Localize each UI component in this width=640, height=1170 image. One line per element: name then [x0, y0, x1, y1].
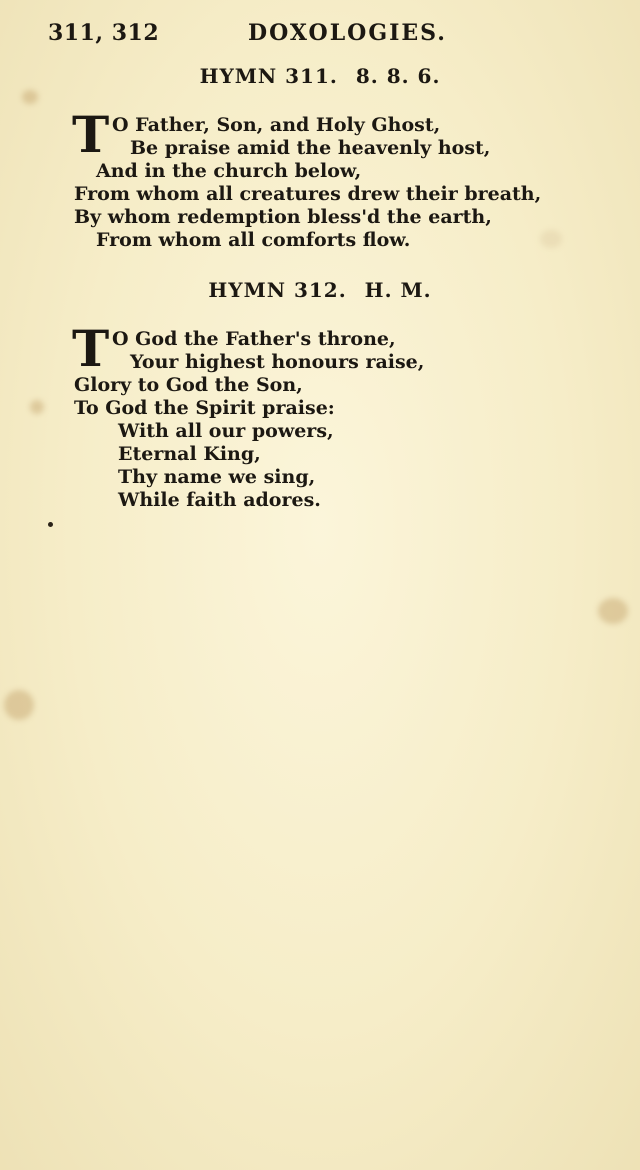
- drop-cap: T: [72, 319, 110, 378]
- hymn-verse: [72, 105, 542, 252]
- verse-line: O God the Father's throne,: [112, 328, 396, 350]
- verse-line: Your highest honours raise,: [130, 351, 425, 373]
- hymn-heading: [0, 64, 640, 88]
- running-title: DOXOLOGIES.: [248, 20, 447, 46]
- ink-speck: [48, 522, 53, 527]
- verse-line: By whom redemption bless'd the earth,: [74, 206, 492, 228]
- page-header: [0, 18, 640, 52]
- page-numbers: 311, 312: [48, 20, 160, 46]
- verse-line: From whom all creatures drew their breath,: [74, 183, 542, 205]
- verse-line: O Father, Son, and Holy Ghost,: [112, 114, 441, 136]
- verse-line: Glory to God the Son,: [74, 374, 303, 396]
- verse-line: While faith adores.: [118, 489, 321, 511]
- hymn-number: HYMN 312.: [208, 278, 347, 302]
- paper-stain: [598, 598, 628, 624]
- verse-line: Eternal King,: [118, 443, 261, 465]
- verse-line: Be praise amid the heavenly host,: [130, 137, 491, 159]
- verse-line: Thy name we sing,: [118, 466, 316, 488]
- paper-stain: [540, 230, 562, 248]
- hymn-meter: H. M.: [364, 278, 432, 302]
- paper-stain: [4, 690, 34, 720]
- verse-line: With all our powers,: [118, 420, 334, 442]
- verse-line: And in the church below,: [96, 160, 362, 182]
- hymn-number: HYMN 311.: [199, 64, 338, 88]
- paper-stain: [30, 400, 44, 414]
- verse-line: To God the Spirit praise:: [74, 397, 335, 419]
- hymn-heading: [0, 278, 640, 302]
- paper-stain: [22, 90, 38, 104]
- drop-cap: T: [72, 105, 110, 164]
- hymn-meter: 8. 8. 6.: [355, 64, 441, 88]
- verse-line: From whom all comforts flow.: [96, 229, 411, 251]
- hymn-verse: [72, 319, 425, 512]
